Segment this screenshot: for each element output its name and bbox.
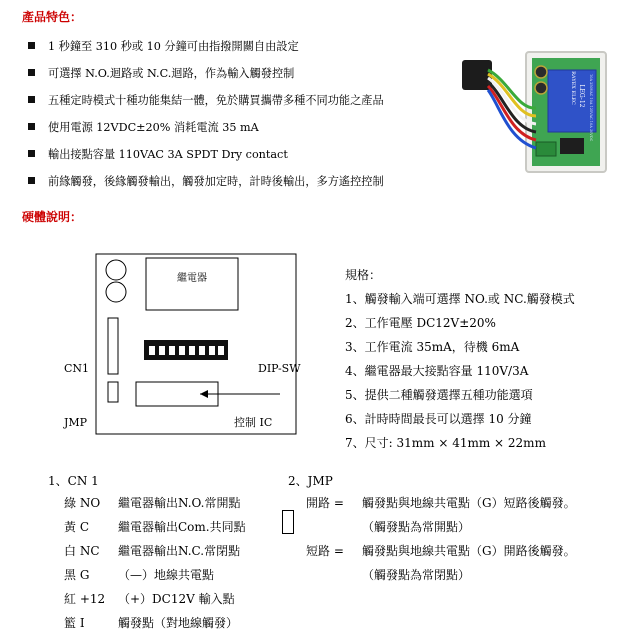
jmp-short-label: 短路 = — [306, 544, 344, 558]
features-title: 產品特色： — [22, 10, 83, 24]
hardware-title: 硬體說明： — [22, 210, 83, 224]
spec-item: 7、尺寸: 31mm × 41mm × 22mm — [345, 436, 546, 450]
pin-desc: 繼電器輸出Com.共同點 — [118, 520, 246, 534]
jmp-open-note: （觸發點為常開點） — [362, 520, 471, 534]
spec-item: 3、工作電流 35mA，待機 6mA — [345, 340, 520, 354]
pin-desc: 繼電器輸出N.O.常開點 — [118, 496, 241, 510]
product-photo — [448, 30, 618, 190]
pin-wire: 籃 I — [64, 616, 85, 630]
pin-wire: 綠 NO — [64, 496, 101, 510]
bullet-icon — [28, 69, 35, 76]
spec-item: 6、計時時間最長可以選擇 10 分鐘 — [345, 412, 532, 426]
spec-item: 1、觸發輸入端可選擇 NO.或 NC.觸發模式 — [345, 292, 575, 306]
jmp-label: JMP — [64, 416, 88, 429]
pin-wire: 黃 C — [64, 520, 89, 534]
feature-item: 可選擇 N.O.迴路或 N.C.迴路，作為輸入觸發控制 — [48, 67, 295, 80]
pin-wire: 紅 +12 — [64, 592, 106, 606]
pin-desc: （+）DC12V 輸入點 — [118, 592, 235, 606]
jmp-short-note: （觸發點為常閉點） — [362, 568, 471, 582]
pin-wire: 白 NC — [64, 544, 100, 558]
arrow-head-icon — [200, 390, 208, 398]
pin-desc: 觸發點（對地線觸發） — [118, 616, 239, 630]
jmp-jumper — [108, 382, 118, 402]
jmp-open-label: 開路 = — [306, 496, 344, 510]
ic-label: 控制 IC — [234, 416, 273, 429]
relay-ratings-text: 10A 250VAC 10A 125VAC 10A 30VDC — [589, 74, 593, 142]
feature-item: 五種定時模式十種功能集結一體，免於購買攜帶多種不同功能之產品 — [48, 94, 384, 107]
pin-desc: （—）地線共電點 — [118, 568, 215, 582]
feature-item: 前緣觸發，後緣觸發輸出，觸發加定時，計時後輸出，多方遙控控制 — [48, 175, 384, 188]
cn1-title: 1、CN 1 — [48, 474, 99, 488]
jmp-short-desc: 觸發點與地線共電點（G）開路後觸發。 — [362, 544, 576, 558]
relay-model-text: LEG-12 — [578, 84, 585, 108]
jumper-icon — [282, 510, 294, 534]
cn1-label: CN1 — [64, 362, 90, 375]
specs-title: 規格： — [345, 268, 382, 282]
jmp-open-desc: 觸發點與地線共電點（G）短路後觸發。 — [362, 496, 576, 510]
feature-item: 使用電源 12VDC±20% 消耗電流 35 mA — [48, 121, 259, 134]
relay-brand-text: RAYEX ELEC — [570, 71, 576, 105]
bullet-icon — [28, 123, 35, 130]
capacitor-icon — [106, 282, 126, 302]
feature-item: 1 秒鐘至 310 秒或 10 分鐘可由指撥開關自由設定 — [48, 40, 299, 53]
jmp-title: 2、JMP — [288, 474, 333, 488]
relay-label: 繼電器 — [177, 273, 207, 284]
board-diagram — [60, 250, 320, 440]
pin-wire: 黑 G — [64, 568, 90, 582]
pin-desc: 繼電器輸出N.C.常閉點 — [118, 544, 241, 558]
dip-switch — [144, 340, 228, 360]
capacitor-icon — [106, 260, 126, 280]
cn1-connector — [108, 318, 118, 374]
spec-item: 2、工作電壓 DC12V±20% — [345, 316, 496, 330]
bullet-icon — [28, 96, 35, 103]
spec-item: 5、提供二種觸發選擇五種功能選項 — [345, 388, 533, 402]
bullet-icon — [28, 177, 35, 184]
relay-block — [146, 258, 238, 310]
feature-item: 輸出接點容量 110VAC 3A SPDT Dry contact — [48, 148, 288, 161]
bullet-icon — [28, 42, 35, 49]
bullet-icon — [28, 150, 35, 157]
dip-label: DIP-SW — [258, 362, 301, 375]
spec-item: 4、繼電器最大接點容量 110V/3A — [345, 364, 529, 378]
